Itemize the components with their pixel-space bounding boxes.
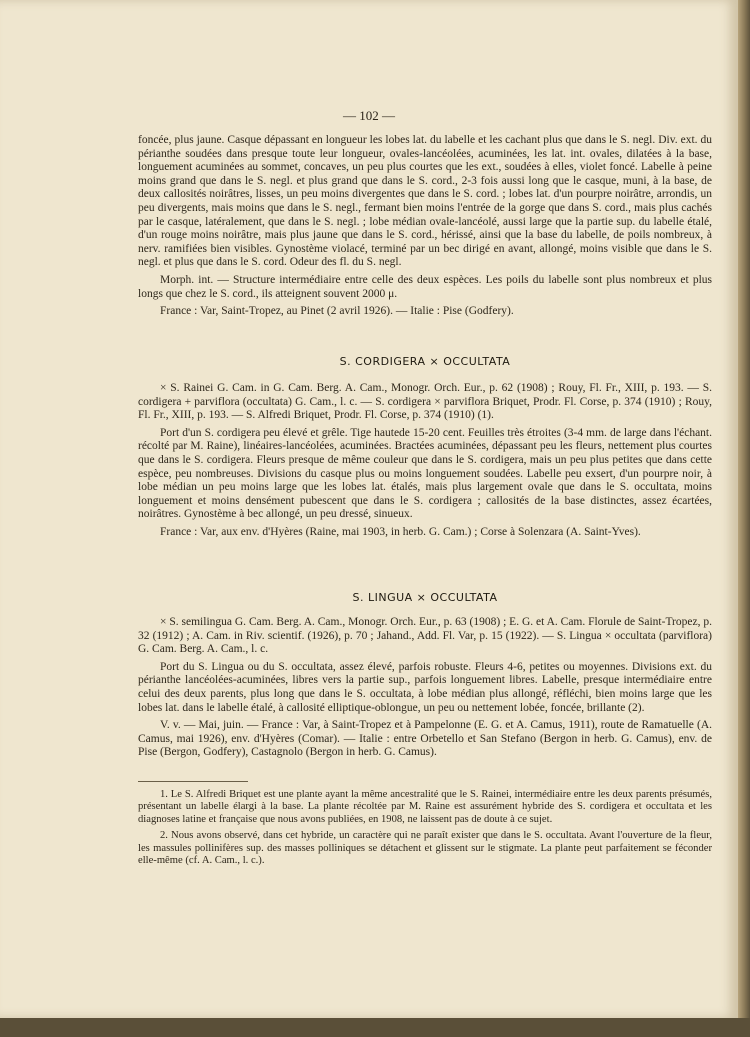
section-heading: S. CORDIGERA × OCCULTATA: [339, 355, 511, 368]
description-paragraph: foncée, plus jaune. Casque dépassant en longueur les lobes lat. du labelle et les cachant plus que dans le S. negl. Div. ext. du périanthe soudées dans presque toute leur longueur, ovales-lancéolées, acuminées, les lat. int. ovales, dilatées à la base, longuement acuminées au sommet, concaves, un peu plus courtes que les ext., soudées à elles, violet foncé. Labelle à peine moins grand que dans le S. negl. et plus grand que dans le S. cord., 2-3 fois aussi long que le casque, muni, à la base, de deux callosités noirâtres, lisses, un peu moins divergentes que dans le S. cord. ; lobes lat. d'un pourpre noirâtre, arrondis, un peu divergents, mais moins que dans le S. negl., fermant bien moins l'entrée de la gorge que dans S. cord., mais plus cachés par le casque, latéralement, que dans le S. negl. ; lobe médian ovale-lancéolé, aussi large que la partie sup. du labelle étalé, d'un rouge moins noirâtre, mais plus jaune que dans le S. cord., hérissé, ainsi que la base du labelle, de poils nombreux, à nerv. ramifiées bien visibles. Gynostème violacé, terminé par un bec dirigé en avant, allongé, moins visible que dans le S. negl. et plus que dans le S. cord. Odeur des fl. du S. negl.: [138, 134, 712, 269]
synonymy-paragraph: × S. semilingua G. Cam. Berg. A. Cam., Monogr. Orch. Eur., p. 63 (1908) ; E. G. et A. Cam. Florule de Saint-Tropez, p. 32 (1912) ; A. Cam. in Riv. scientif. (1926), p. 70 ; Jahand., Add. Fl. Var, p. 15 (1922). — S. Lingua × occultata (parviflora) G. Cam. Berg. A. Cam., l. c.: [138, 616, 712, 656]
distribution-paragraph: V. v. — Mai, juin. — France : Var, à Saint-Tropez et à Pampelonne (E. G. et A. Camus, 1911), route de Ramatuelle (A. Camus, mai 1926), env. d'Hyères (Comar). — Italie : entre Orbetello et San Stefano (Bergon in herb. G. Camus), env. de Pise (Bergon, Godfery), Castagnolo (Bergon in herb. G. Camus).: [138, 719, 712, 759]
section-cordigera-occultata: [138, 355, 712, 544]
page-number: — 102 —: [343, 108, 395, 123]
footnote-divider: [138, 781, 248, 782]
book-bottom-edge: [0, 1018, 750, 1037]
footnote-2: 2. Nous avons observé, dans cet hybride, un caractère qui ne paraît exister que dans le S. occultata. Avant l'ouverture de la fleur, les massules pollinifères sup. des masses polliniques se détachent et glissent sur le stigmate. La plante peut parfaitement se féconder elle-même (cf. A. Cam., l. c.).: [138, 830, 712, 867]
synonymy-paragraph: × S. Rainei G. Cam. in G. Cam. Berg. A. Cam., Monogr. Orch. Eur., p. 62 (1908) ; Rouy, Fl. Fr., XIII, p. 193. — S. cordigera + parviflora (occultata) G. Cam., l. c. — S. cordigera × parviflora Briquet, Prodr. Fl. Corse, p. 374 (1910) ; Rouy, Fl. Fr., XIII, p. 193. — S. Alfredi Briquet, Prodr. Fl. Corse, p. 374 (1910) (1).: [138, 382, 712, 422]
description-paragraph: Port d'un S. cordigera peu élevé et grêle. Tige hautede 15-20 cent. Feuilles très étroites (3-4 mm. de large dans l'échant. récolté par M. Raine), linéaires-lancéolées, acuminées. Bractées acuminées, dépassant peu les fleurs, nettement plus courtes que dans le S. cordigera. Fleurs presque de même couleur que dans le S. cordigera, mais un peu plus petites que dans cette espèce, peu nombreuses. Divisions du casque plus ou moins longuement soudées. Labelle peu exsert, d'un pourpre noir, à lobe médian un peu moins large que les lobes lat. étalés, mais plus largement ovale que dans le S. occultata, moins longuement et moins densément pubescent que dans le S. cordigera ; callosités de la base distinctes, assez écartées, noirâtres. Gynostème à bec allongé, un peu dressé, sinueux.: [138, 426, 712, 521]
description-paragraph: Port du S. Lingua ou du S. occultata, assez élevé, parfois robuste. Fleurs 4-6, petites ou moyennes. Divisions ext. du périanthe lancéolées-acuminées, libres vers la partie sup., parfois longuement libres. Labelle, presque intermédiaire entre celui des deux parents, plus long que dans le S. occultata, à lobe médian plus allongé, réfléchi, bien moins large que les lobes lat. dans le labelle étalé, à callosité elliptique-oblongue, un peu ou nettement lobée, foncée, brillante (2).: [138, 660, 712, 714]
section-hybrid-description: [138, 134, 712, 323]
book-spine: [738, 0, 750, 1037]
distribution-paragraph: France : Var, Saint-Tropez, au Pinet (2 avril 1926). — Italie : Pise (Godfery).: [160, 305, 514, 318]
section-heading: S. LINGUA × OCCULTATA: [352, 591, 498, 604]
morphology-paragraph: Morph. int. — Structure intermédiaire entre celle des deux espèces. Les poils du labelle sont plus nombreux et plus longs que chez le S. cord., ils atteignent souvent 2000 μ.: [138, 273, 712, 300]
distribution-paragraph: France : Var, aux env. d'Hyères (Raine, mai 1903, in herb. G. Cam.) ; Corse à Solenzara (A. Saint-Yves).: [160, 525, 641, 538]
section-lingua-occultata: [138, 591, 712, 764]
footnotes: [138, 789, 712, 871]
footnote-1: 1. Le S. Alfredi Briquet est une plante ayant la même ancestralité que le S. Rainei, intermédiaire entre les deux parents présumés, présentant un labelle élargi à la base. La plante récoltée par M. Raine est assurément hybride des S. cordigera et occultata et les diagnoses latine et française que nous avons publiées, en 1908, ne laissent pas de doute à ce sujet.: [138, 789, 712, 825]
